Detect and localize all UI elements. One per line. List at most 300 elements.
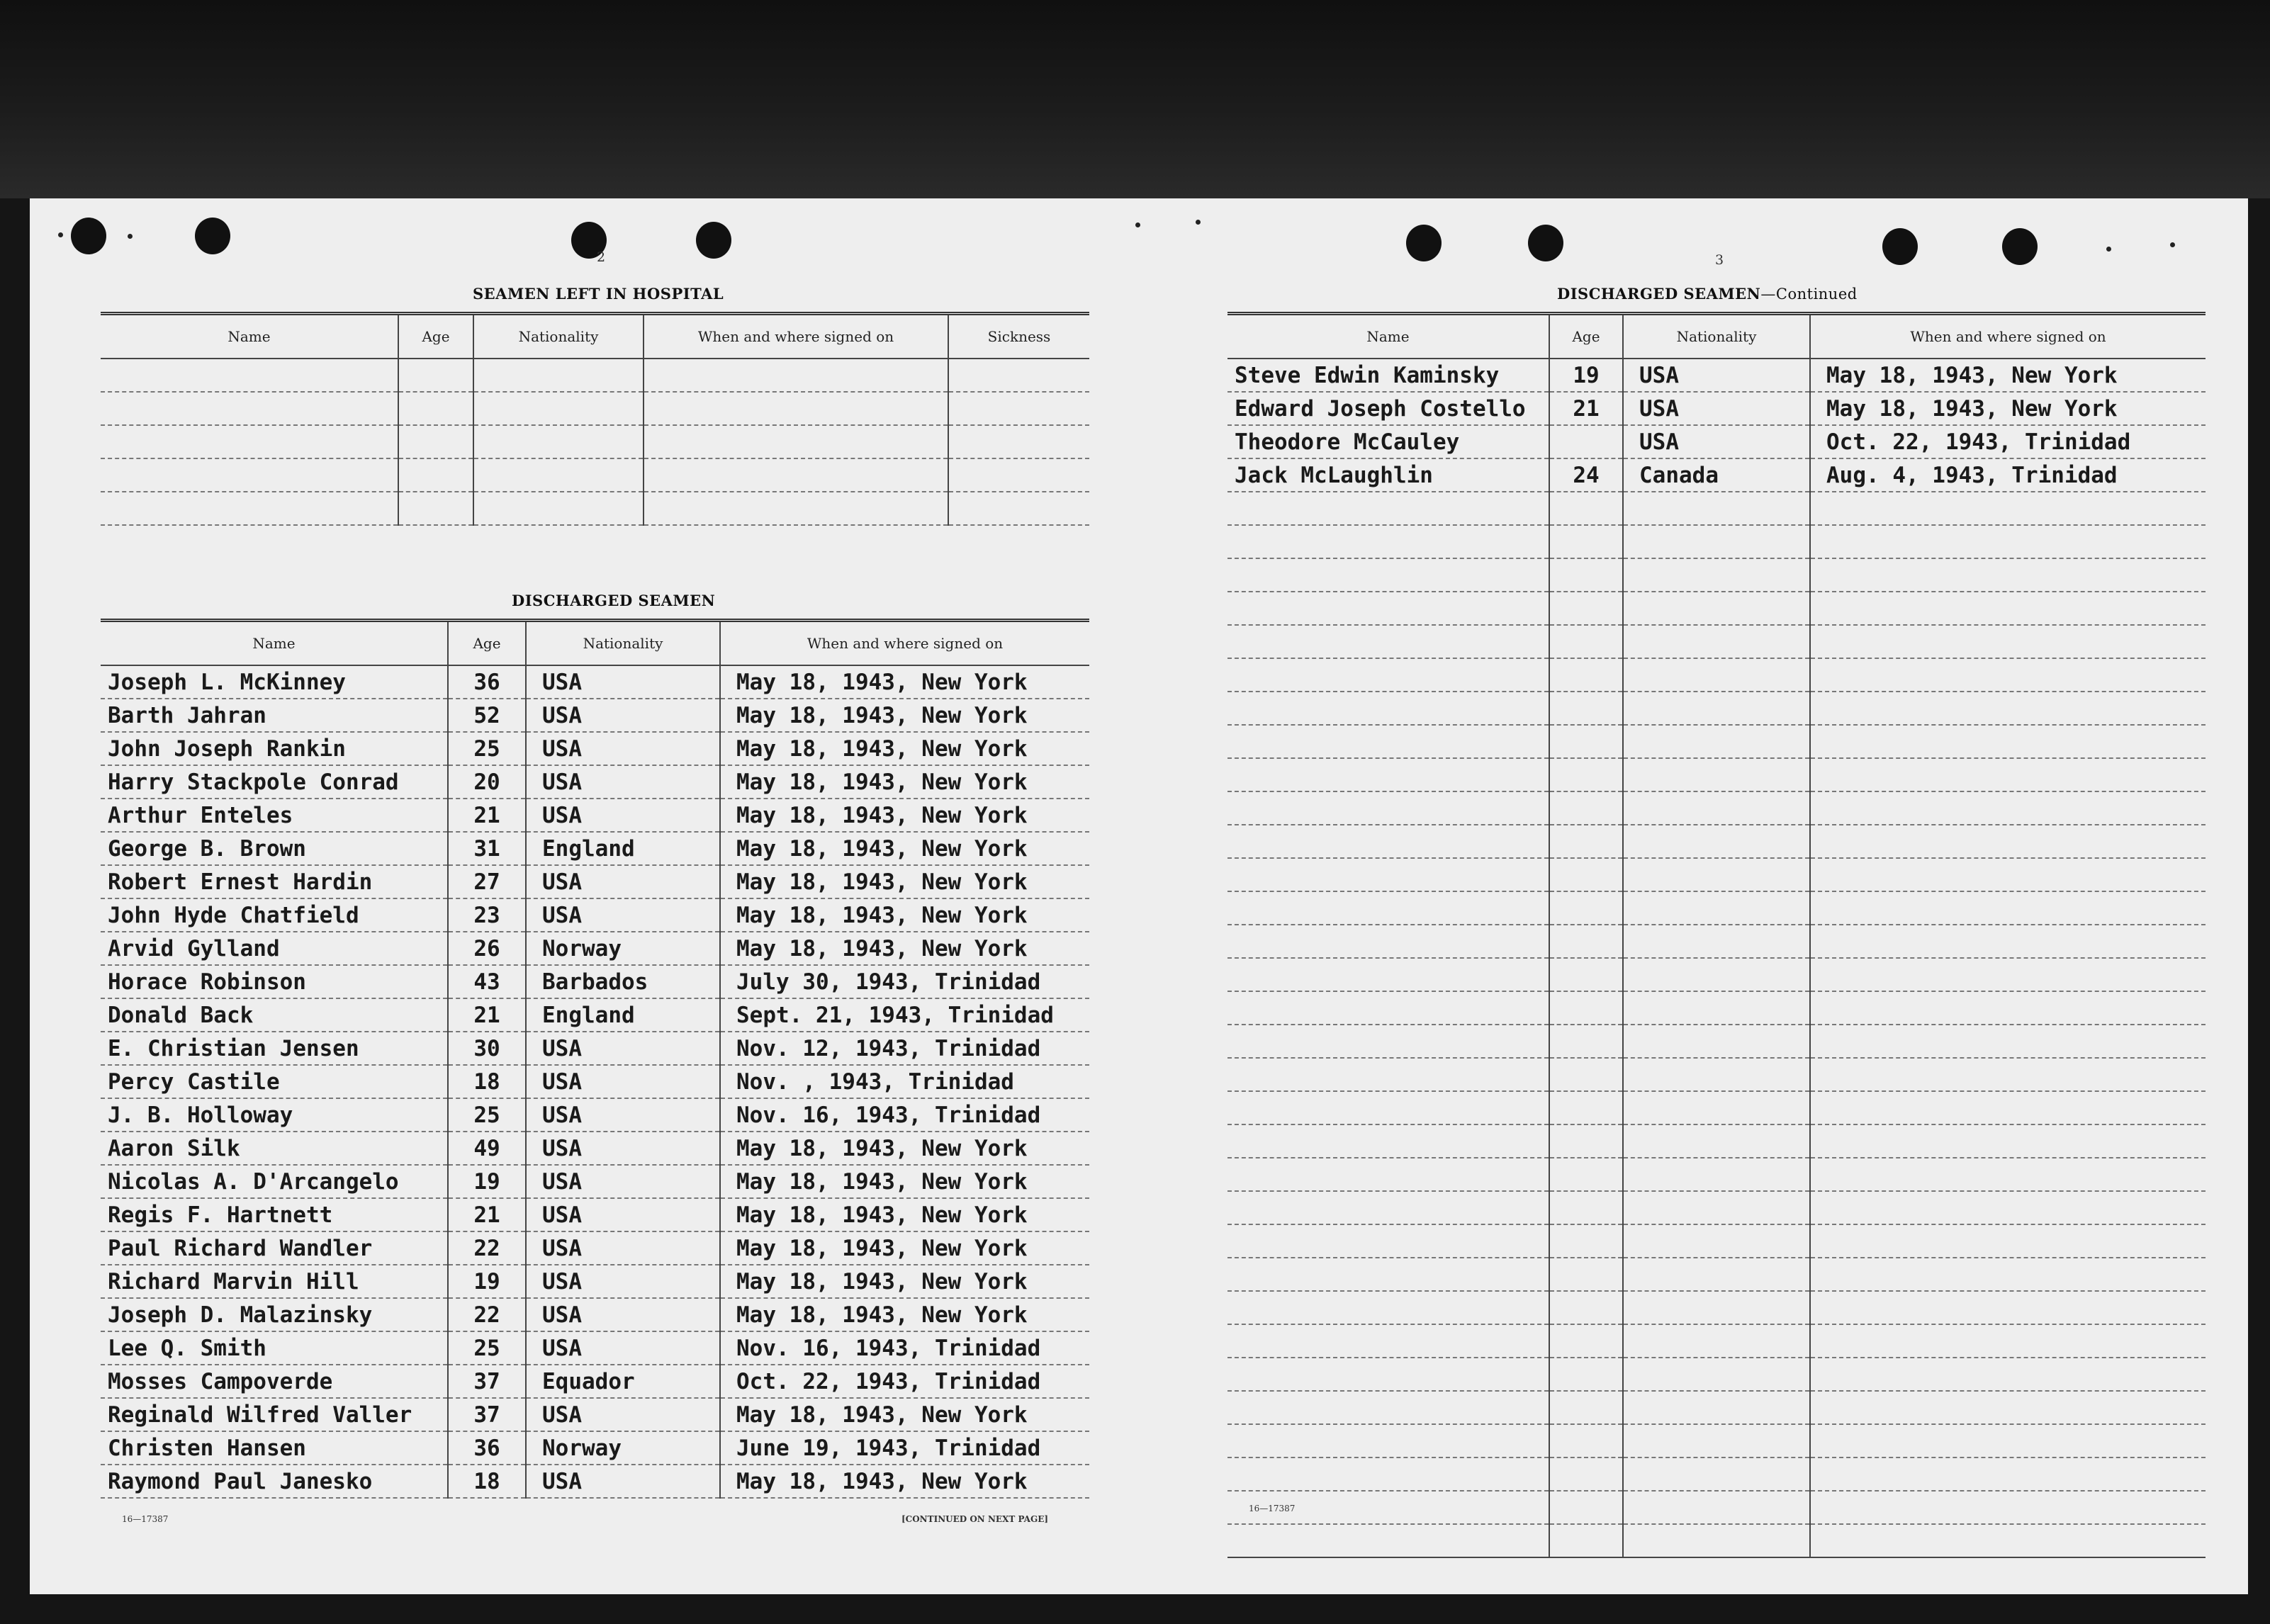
nationality-cell (1623, 592, 1810, 625)
name-cell: Arvid Gylland (101, 932, 448, 965)
signed-on-cell (1810, 1258, 2206, 1291)
table-row (101, 1298, 1089, 1331)
nationality-cell (1623, 525, 1810, 558)
table-row (1227, 359, 2206, 392)
table-row (1227, 925, 2206, 958)
table-row (101, 1231, 1089, 1265)
name-cell: Joseph D. Malazinsky (101, 1298, 448, 1331)
nationality-cell: USA (526, 1298, 720, 1331)
name-cell: Robert Ernest Hardin (101, 865, 448, 898)
nationality-cell: USA (526, 1198, 720, 1231)
column-header-name: Name (101, 621, 448, 666)
nationality-cell: USA (526, 865, 720, 898)
age-cell: 22 (448, 1231, 526, 1265)
table-row (1227, 1491, 2206, 1524)
age-cell: 22 (448, 1298, 526, 1331)
age-cell (1549, 1424, 1623, 1457)
age-cell (1549, 1191, 1623, 1224)
age-cell (1549, 958, 1623, 991)
name-cell (1227, 1258, 1549, 1291)
signed-on-cell (1810, 958, 2206, 991)
age-cell (1549, 692, 1623, 725)
table-row (1227, 1124, 2206, 1158)
speck (2170, 242, 2175, 247)
age-cell (1549, 1457, 1623, 1491)
age-cell: 23 (448, 898, 526, 932)
table-row (101, 765, 1089, 799)
age-cell (1549, 858, 1623, 891)
discharged-continued-table (1227, 312, 2206, 1558)
nationality-cell: USA (526, 1098, 720, 1132)
speck (1135, 222, 1140, 227)
table-row (1227, 1224, 2206, 1258)
signed-on-cell (1810, 1224, 2206, 1258)
nationality-cell: England (526, 832, 720, 865)
signed-on-cell: Nov. 12, 1943, Trinidad (720, 1032, 1089, 1065)
punch-hole (696, 222, 731, 259)
table-row (1227, 1324, 2206, 1358)
signed-on-cell (1810, 991, 2206, 1025)
signed-on-cell (1810, 625, 2206, 658)
name-cell (1227, 658, 1549, 692)
table-row (101, 732, 1089, 765)
nationality-cell (1623, 825, 1810, 858)
table-row (1227, 692, 2206, 725)
table-row (1227, 1191, 2206, 1224)
age-cell: 21 (1549, 392, 1623, 425)
nationality-cell: Canada (1623, 458, 1810, 492)
signed-on-cell: May 18, 1943, New York (720, 1398, 1089, 1431)
nationality-cell (1623, 1291, 1810, 1324)
table-row (1227, 1091, 2206, 1124)
signed-on-cell: May 18, 1943, New York (720, 732, 1089, 765)
table-row (1227, 1424, 2206, 1457)
table-row (101, 1032, 1089, 1065)
age-cell: 18 (448, 1465, 526, 1498)
table-row (101, 492, 1089, 525)
table-row (101, 965, 1089, 998)
age-cell: 43 (448, 965, 526, 998)
table-row (101, 458, 1089, 492)
age-cell (1549, 758, 1623, 791)
table-row (101, 359, 1089, 392)
nationality-cell (1623, 858, 1810, 891)
signed-on-cell (1810, 1491, 2206, 1524)
signed-on-cell (1810, 1424, 2206, 1457)
nationality-cell (1623, 1058, 1810, 1091)
name-cell: Lee Q. Smith (101, 1331, 448, 1365)
nationality-cell (1623, 1457, 1810, 1491)
nationality-cell (1623, 1191, 1810, 1224)
table-row (1227, 1358, 2206, 1391)
nationality-cell: USA (526, 765, 720, 799)
table-row (101, 665, 1089, 699)
signed-on-cell: May 18, 1943, New York (720, 1465, 1089, 1498)
signed-on-cell (1810, 891, 2206, 925)
speck (1196, 220, 1201, 225)
age-cell: 21 (448, 1198, 526, 1231)
signed-on-cell: May 18, 1943, New York (1810, 359, 2206, 392)
nationality-cell (1623, 1491, 1810, 1524)
speck (2106, 247, 2111, 252)
age-cell (1549, 1058, 1623, 1091)
column-header-age: Age (398, 314, 473, 359)
nationality-cell (1623, 625, 1810, 658)
nationality-cell: USA (526, 1132, 720, 1165)
table-row (1227, 891, 2206, 925)
signed-on-cell (1810, 1158, 2206, 1191)
age-cell (1549, 1158, 1623, 1191)
age-cell (1549, 592, 1623, 625)
nationality-cell (1623, 1258, 1810, 1291)
table-row (101, 998, 1089, 1032)
name-cell: John Hyde Chatfield (101, 898, 448, 932)
age-cell (1549, 1358, 1623, 1391)
age-cell (1549, 1324, 1623, 1358)
column-header-signed-on: When and where signed on (720, 621, 1089, 666)
name-cell: Raymond Paul Janesko (101, 1465, 448, 1498)
age-cell: 37 (448, 1365, 526, 1398)
nationality-cell: USA (526, 1231, 720, 1265)
column-header-name: Name (101, 314, 398, 359)
table-row (101, 1431, 1089, 1465)
age-cell (1549, 1124, 1623, 1158)
signed-on-cell (1810, 1457, 2206, 1491)
signed-on-cell (1810, 525, 2206, 558)
column-header-name: Name (1227, 314, 1549, 359)
table-row (1227, 1291, 2206, 1324)
nationality-cell (1623, 1324, 1810, 1358)
nationality-cell: USA (526, 1398, 720, 1431)
name-cell (1227, 1324, 1549, 1358)
age-cell (1549, 658, 1623, 692)
age-cell: 18 (448, 1065, 526, 1098)
discharged-table (101, 619, 1089, 1499)
table-row (101, 1132, 1089, 1165)
nationality-cell (1623, 1091, 1810, 1124)
discharged-section-title: DISCHARGED SEAMEN (512, 592, 716, 609)
column-header-age: Age (448, 621, 526, 666)
nationality-cell (1623, 925, 1810, 958)
age-cell (1549, 1025, 1623, 1058)
nationality-cell: Equador (526, 1365, 720, 1398)
nationality-cell: USA (526, 898, 720, 932)
table-row (101, 1265, 1089, 1298)
nationality-cell: USA (526, 665, 720, 699)
nationality-cell (1623, 958, 1810, 991)
table-row (101, 1098, 1089, 1132)
table-row (101, 898, 1089, 932)
table-row (1227, 1058, 2206, 1091)
name-cell: John Joseph Rankin (101, 732, 448, 765)
table-row (1227, 991, 2206, 1025)
signed-on-cell: May 18, 1943, New York (720, 799, 1089, 832)
signed-on-cell: Sept. 21, 1943, Trinidad (720, 998, 1089, 1032)
signed-on-cell: May 18, 1943, New York (720, 699, 1089, 732)
discharged-continued-title (1557, 285, 1858, 303)
signed-on-cell: May 18, 1943, New York (720, 832, 1089, 865)
nationality-cell: USA (526, 1032, 720, 1065)
name-cell: Aaron Silk (101, 1132, 448, 1165)
name-cell: Regis F. Hartnett (101, 1198, 448, 1231)
name-cell: Barth Jahran (101, 699, 448, 732)
table-row (1227, 658, 2206, 692)
nationality-cell (1623, 1224, 1810, 1258)
nationality-cell (1623, 1358, 1810, 1391)
signed-on-cell (1810, 492, 2206, 525)
table-row (1227, 1391, 2206, 1424)
table-row (101, 699, 1089, 732)
age-cell: 20 (448, 765, 526, 799)
name-cell (1227, 1358, 1549, 1391)
table-row (1227, 1258, 2206, 1291)
nationality-cell: USA (526, 699, 720, 732)
nationality-cell (1623, 658, 1810, 692)
name-cell: Edward Joseph Costello (1227, 392, 1549, 425)
age-cell: 37 (448, 1398, 526, 1431)
table-row (1227, 458, 2206, 492)
nationality-cell: USA (526, 1165, 720, 1198)
signed-on-cell (1810, 725, 2206, 758)
punch-hole (2002, 228, 2038, 265)
table-row (1227, 392, 2206, 425)
name-cell (1227, 1158, 1549, 1191)
column-header-nationality: Nationality (1623, 314, 1810, 359)
punch-hole (1406, 225, 1442, 261)
age-cell (1549, 791, 1623, 825)
signed-on-cell (1810, 558, 2206, 592)
name-cell (1227, 858, 1549, 891)
table-row (101, 1365, 1089, 1398)
table-row (101, 865, 1089, 898)
nationality-cell (1623, 1424, 1810, 1457)
signed-on-cell (1810, 658, 2206, 692)
name-cell (1227, 725, 1549, 758)
signed-on-cell: May 18, 1943, New York (720, 898, 1089, 932)
nationality-cell (1623, 725, 1810, 758)
title-suffix: —Continued (1760, 286, 1858, 303)
signed-on-cell: July 30, 1943, Trinidad (720, 965, 1089, 998)
table-row (1227, 1025, 2206, 1058)
signed-on-cell: May 18, 1943, New York (720, 765, 1089, 799)
punch-hole (195, 218, 230, 254)
column-header-signed-on: When and where signed on (644, 314, 948, 359)
name-cell: Donald Back (101, 998, 448, 1032)
table-row (1227, 558, 2206, 592)
signed-on-cell: Aug. 4, 1943, Trinidad (1810, 458, 2206, 492)
age-cell: 27 (448, 865, 526, 898)
column-header-age: Age (1549, 314, 1623, 359)
name-cell (1227, 1291, 1549, 1324)
table-row (1227, 492, 2206, 525)
name-cell (1227, 625, 1549, 658)
table-row (1227, 725, 2206, 758)
signed-on-cell: May 18, 1943, New York (720, 1298, 1089, 1331)
punch-hole (1882, 228, 1918, 265)
nationality-cell: USA (1623, 359, 1810, 392)
signed-on-cell (1810, 1091, 2206, 1124)
signed-on-cell: Nov. 16, 1943, Trinidad (720, 1331, 1089, 1365)
name-cell: Richard Marvin Hill (101, 1265, 448, 1298)
name-cell (1227, 1124, 1549, 1158)
nationality-cell (1623, 692, 1810, 725)
age-cell: 25 (448, 1098, 526, 1132)
column-header-sickness: Sickness (948, 314, 1089, 359)
nationality-cell: USA (526, 799, 720, 832)
signed-on-cell: May 18, 1943, New York (720, 865, 1089, 898)
age-cell: 25 (448, 732, 526, 765)
signed-on-cell: May 18, 1943, New York (1810, 392, 2206, 425)
name-cell (1227, 925, 1549, 958)
nationality-cell (1623, 891, 1810, 925)
table-row (1227, 958, 2206, 991)
age-cell: 52 (448, 699, 526, 732)
nationality-cell (1623, 558, 1810, 592)
scanner-background (0, 0, 2270, 198)
signed-on-cell (1810, 1058, 2206, 1091)
age-cell (1549, 725, 1623, 758)
signed-on-cell (1810, 1191, 2206, 1224)
table-row (1227, 1457, 2206, 1491)
name-cell: Arthur Enteles (101, 799, 448, 832)
table-row (101, 932, 1089, 965)
signed-on-cell (1810, 1324, 2206, 1358)
table-row (101, 1331, 1089, 1365)
name-cell: Reginald Wilfred Valler (101, 1398, 448, 1431)
name-cell (1227, 758, 1549, 791)
signed-on-cell: Nov. , 1943, Trinidad (720, 1065, 1089, 1098)
name-cell (1227, 791, 1549, 825)
signed-on-cell (1810, 1124, 2206, 1158)
name-cell (1227, 1224, 1549, 1258)
signed-on-cell: May 18, 1943, New York (720, 1231, 1089, 1265)
age-cell (1549, 991, 1623, 1025)
signed-on-cell: May 18, 1943, New York (720, 1265, 1089, 1298)
age-cell (1549, 425, 1623, 458)
signed-on-cell: May 18, 1943, New York (720, 665, 1089, 699)
table-row (1227, 758, 2206, 791)
nationality-cell (1623, 758, 1810, 791)
age-cell: 19 (1549, 359, 1623, 392)
document-sheet (30, 198, 2248, 1594)
name-cell: Jack McLaughlin (1227, 458, 1549, 492)
name-cell: Horace Robinson (101, 965, 448, 998)
age-cell (1549, 525, 1623, 558)
name-cell (1227, 1424, 1549, 1457)
table-row (101, 425, 1089, 458)
name-cell (1227, 825, 1549, 858)
age-cell (1549, 1091, 1623, 1124)
age-cell: 26 (448, 932, 526, 965)
name-cell: Mosses Campoverde (101, 1365, 448, 1398)
age-cell: 31 (448, 832, 526, 865)
column-header-nationality: Nationality (473, 314, 644, 359)
nationality-cell: Norway (526, 1431, 720, 1465)
age-cell (1549, 1491, 1623, 1524)
table-row (101, 392, 1089, 425)
title-main: DISCHARGED SEAMEN (1557, 285, 1761, 303)
signed-on-cell: May 18, 1943, New York (720, 1198, 1089, 1231)
speck (58, 232, 63, 237)
table-row (1227, 791, 2206, 825)
name-cell: E. Christian Jensen (101, 1032, 448, 1065)
name-cell (1227, 692, 1549, 725)
name-cell: Nicolas A. D'Arcangelo (101, 1165, 448, 1198)
age-cell (1549, 1224, 1623, 1258)
age-cell: 21 (448, 998, 526, 1032)
age-cell: 21 (448, 799, 526, 832)
age-cell: 36 (448, 1431, 526, 1465)
nationality-cell: USA (1623, 392, 1810, 425)
age-cell: 36 (448, 665, 526, 699)
punch-hole (1528, 225, 1563, 261)
nationality-cell (1623, 492, 1810, 525)
table-row (101, 1065, 1089, 1098)
age-cell: 25 (448, 1331, 526, 1365)
table-row (1227, 825, 2206, 858)
age-cell (1549, 891, 1623, 925)
name-cell: George B. Brown (101, 832, 448, 865)
signed-on-cell (1810, 791, 2206, 825)
nationality-cell (1623, 791, 1810, 825)
signed-on-cell (1810, 1291, 2206, 1324)
hospital-table (101, 312, 1089, 526)
name-cell: Theodore McCauley (1227, 425, 1549, 458)
name-cell (1227, 1391, 1549, 1424)
signed-on-cell: May 18, 1943, New York (720, 1165, 1089, 1198)
nationality-cell: USA (526, 1331, 720, 1365)
nationality-cell: Barbados (526, 965, 720, 998)
column-header-signed-on: When and where signed on (1810, 314, 2206, 359)
signed-on-cell (1810, 925, 2206, 958)
nationality-cell: USA (526, 1265, 720, 1298)
speck (128, 234, 133, 239)
nationality-cell (1623, 1158, 1810, 1191)
signed-on-cell (1810, 1025, 2206, 1058)
table-row (101, 799, 1089, 832)
page-number-left: 2 (597, 249, 606, 265)
age-cell: 19 (448, 1165, 526, 1198)
table-row (101, 832, 1089, 865)
page-number-right: 3 (1715, 252, 1724, 268)
table-row (101, 1465, 1089, 1498)
age-cell: 24 (1549, 458, 1623, 492)
name-cell (1227, 991, 1549, 1025)
signed-on-cell (1810, 1391, 2206, 1424)
table-row (1227, 1158, 2206, 1191)
name-cell (1227, 558, 1549, 592)
signed-on-cell: Oct. 22, 1943, Trinidad (1810, 425, 2206, 458)
age-cell: 19 (448, 1265, 526, 1298)
name-cell (1227, 1091, 1549, 1124)
table-row (1227, 858, 2206, 891)
table-row (1227, 425, 2206, 458)
nationality-cell: Norway (526, 932, 720, 965)
age-cell (1549, 625, 1623, 658)
name-cell (1227, 1191, 1549, 1224)
name-cell: Christen Hansen (101, 1431, 448, 1465)
name-cell: Steve Edwin Kaminsky (1227, 359, 1549, 392)
age-cell (1549, 925, 1623, 958)
table-row (1227, 525, 2206, 558)
name-cell: J. B. Holloway (101, 1098, 448, 1132)
name-cell (1227, 492, 1549, 525)
name-cell (1227, 1457, 1549, 1491)
name-cell (1227, 592, 1549, 625)
nationality-cell: USA (526, 1465, 720, 1498)
name-cell (1227, 525, 1549, 558)
name-cell: Harry Stackpole Conrad (101, 765, 448, 799)
